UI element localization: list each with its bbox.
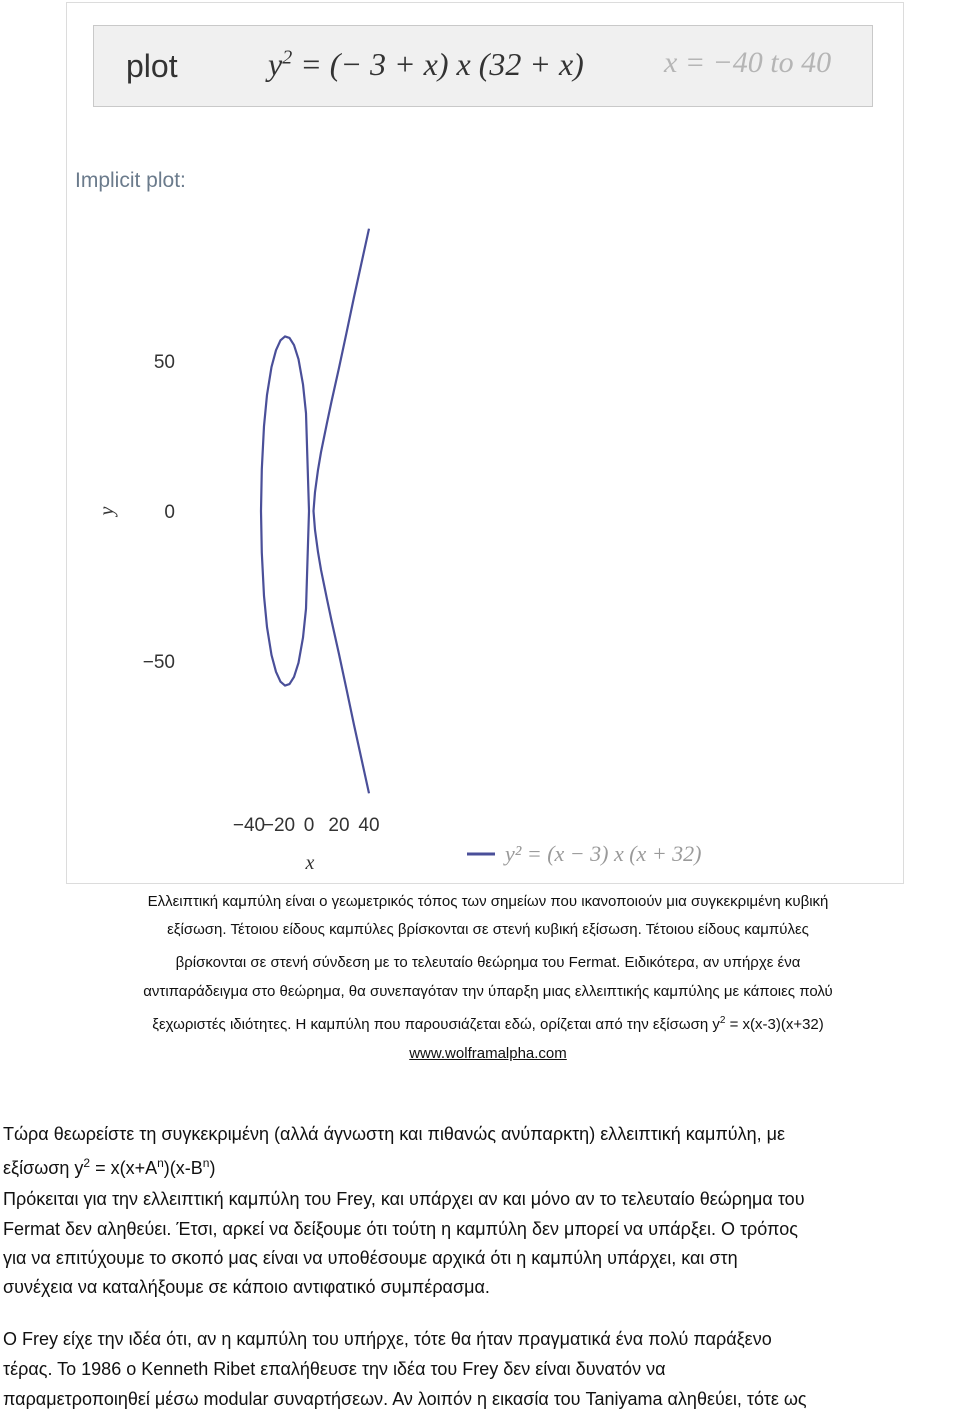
figure-caption-line-2: εξίσωση. Τέτοιου είδους καμπύλες βρίσκονται σε στενή κυβική εξίσωση. Τέτοιου είδους καμπύλες bbox=[167, 921, 809, 938]
x-tick-label: 20 bbox=[328, 815, 350, 836]
y-tick-label: 50 bbox=[153, 352, 175, 373]
implicit-plot bbox=[67, 3, 903, 883]
x-tick-label: 40 bbox=[358, 815, 380, 836]
query-keyword: plot bbox=[126, 48, 178, 84]
paragraph-1-line-2 bbox=[3, 1157, 958, 1177]
paragraph-1-line-5: για να επιτύχουμε το σκοπό μας είναι να υποθέσουμε αρχικά ότι η καμπύλη υπάρχει, και στη bbox=[3, 1248, 738, 1268]
wolfram-result-panel bbox=[66, 2, 904, 884]
query-range: x = −40 to 40 bbox=[664, 46, 832, 79]
curve-closed-branch bbox=[261, 336, 309, 685]
paragraph-1-line-3: Πρόκειται για την ελλειπτική καμπύλη του Frey, και υπάρχει αν και μόνο αν το τελευταίο θεώρημα του bbox=[3, 1189, 805, 1209]
frey-equation-text: εξίσωση y bbox=[3, 1158, 84, 1178]
figure-caption-line-1: Ελλειπτική καμπύλη είναι ο γεωμετρικός τόπος των σημείων που ικανοποιούν μια συγκεκριμένη κυβική bbox=[147, 893, 829, 910]
y-tick-label: −50 bbox=[142, 652, 175, 673]
curve-open-branch bbox=[314, 229, 370, 794]
query-equation-rhs: = (− 3 + x) x (32 + x) bbox=[292, 46, 584, 82]
figure-caption-line-3: βρίσκονται σε στενή σύνδεση με το τελευταίο θεώρημα του Fermat. Ειδικότερα, αν υπήρχε ένα bbox=[175, 954, 801, 971]
frey-equation-part-b: = x(x+A bbox=[90, 1158, 158, 1178]
paragraph-1-line-4: Fermat δεν αληθεύει. Έτσι, αρκεί να δείξουμε ότι τούτη η καμπύλη δεν μπορεί να υπάρξει. Ο τρόπος bbox=[3, 1219, 798, 1239]
x-tick-label: −40 bbox=[232, 815, 266, 836]
result-label: Implicit plot: bbox=[75, 169, 186, 192]
y-axis-label: y bbox=[96, 506, 118, 516]
figure-caption-line-4: αντιπαράδειγμα στο θεώρημα, θα συνεπαγόταν την ύπαρξη μιας ελλειπτικής καμπύλης με κάποιες πολύ bbox=[143, 983, 833, 1000]
figure-caption-link-line bbox=[78, 1046, 898, 1061]
frey-exponent-n-b: n bbox=[202, 1156, 210, 1170]
legend-label: y² = (x − 3) x (x + 32) bbox=[505, 841, 702, 866]
frey-exponent-2: 2 bbox=[83, 1156, 91, 1170]
caption-exponent: 2 bbox=[719, 1015, 726, 1026]
paragraph-1-line-6: συνέχεια να καταλήξουμε σε κάποιο αντιφατικό συμπέρασμα. bbox=[3, 1277, 490, 1297]
x-tick-label: 0 bbox=[303, 815, 315, 836]
paragraph-2-line-3: παραμετροποιηθεί μέσω modular συναρτήσεων. Αν λοιπόν η εικασία του Taniyama αληθεύει, τότε ως bbox=[3, 1389, 807, 1409]
x-axis-label: x bbox=[305, 852, 315, 874]
paragraph-2-line-2: τέρας. Το 1986 ο Kenneth Ribet επαλήθευσε την ιδέα του Frey δεν είναι δυνατόν να bbox=[3, 1359, 666, 1379]
wolframalpha-link[interactable]: www.wolframalpha.com bbox=[409, 1045, 567, 1062]
frey-exponent-n-a: n bbox=[157, 1156, 164, 1170]
paragraph-2-line-1: Ο Frey είχε την ιδέα ότι, αν η καμπύλη του υπήρχε, τότε θα ήταν πραγματικά ένα πολύ παράξενο bbox=[3, 1329, 772, 1349]
frey-equation-part-d: ) bbox=[209, 1158, 216, 1178]
x-tick-label: −20 bbox=[262, 815, 296, 836]
query-equation-exponent: 2 bbox=[282, 46, 293, 69]
frey-equation-part-c: )(x-B bbox=[163, 1158, 203, 1178]
query-equation-lhs: y bbox=[268, 46, 283, 82]
figure-caption-line-5 bbox=[78, 1016, 898, 1032]
caption-text: ξεχωριστές ιδιότητες. Η καμπύλη που παρουσιάζεται εδώ, ορίζεται από την εξίσωση y bbox=[152, 1016, 720, 1033]
paragraph-1-line-1: Τώρα θεωρείστε τη συγκεκριμένη (αλλά άγνωστη και πιθανώς ανύπαρκτη) ελλειπτική καμπύλη, με bbox=[3, 1124, 786, 1144]
y-tick-label: 0 bbox=[164, 502, 175, 523]
caption-equation: = x(x-3)(x+32) bbox=[725, 1016, 824, 1033]
